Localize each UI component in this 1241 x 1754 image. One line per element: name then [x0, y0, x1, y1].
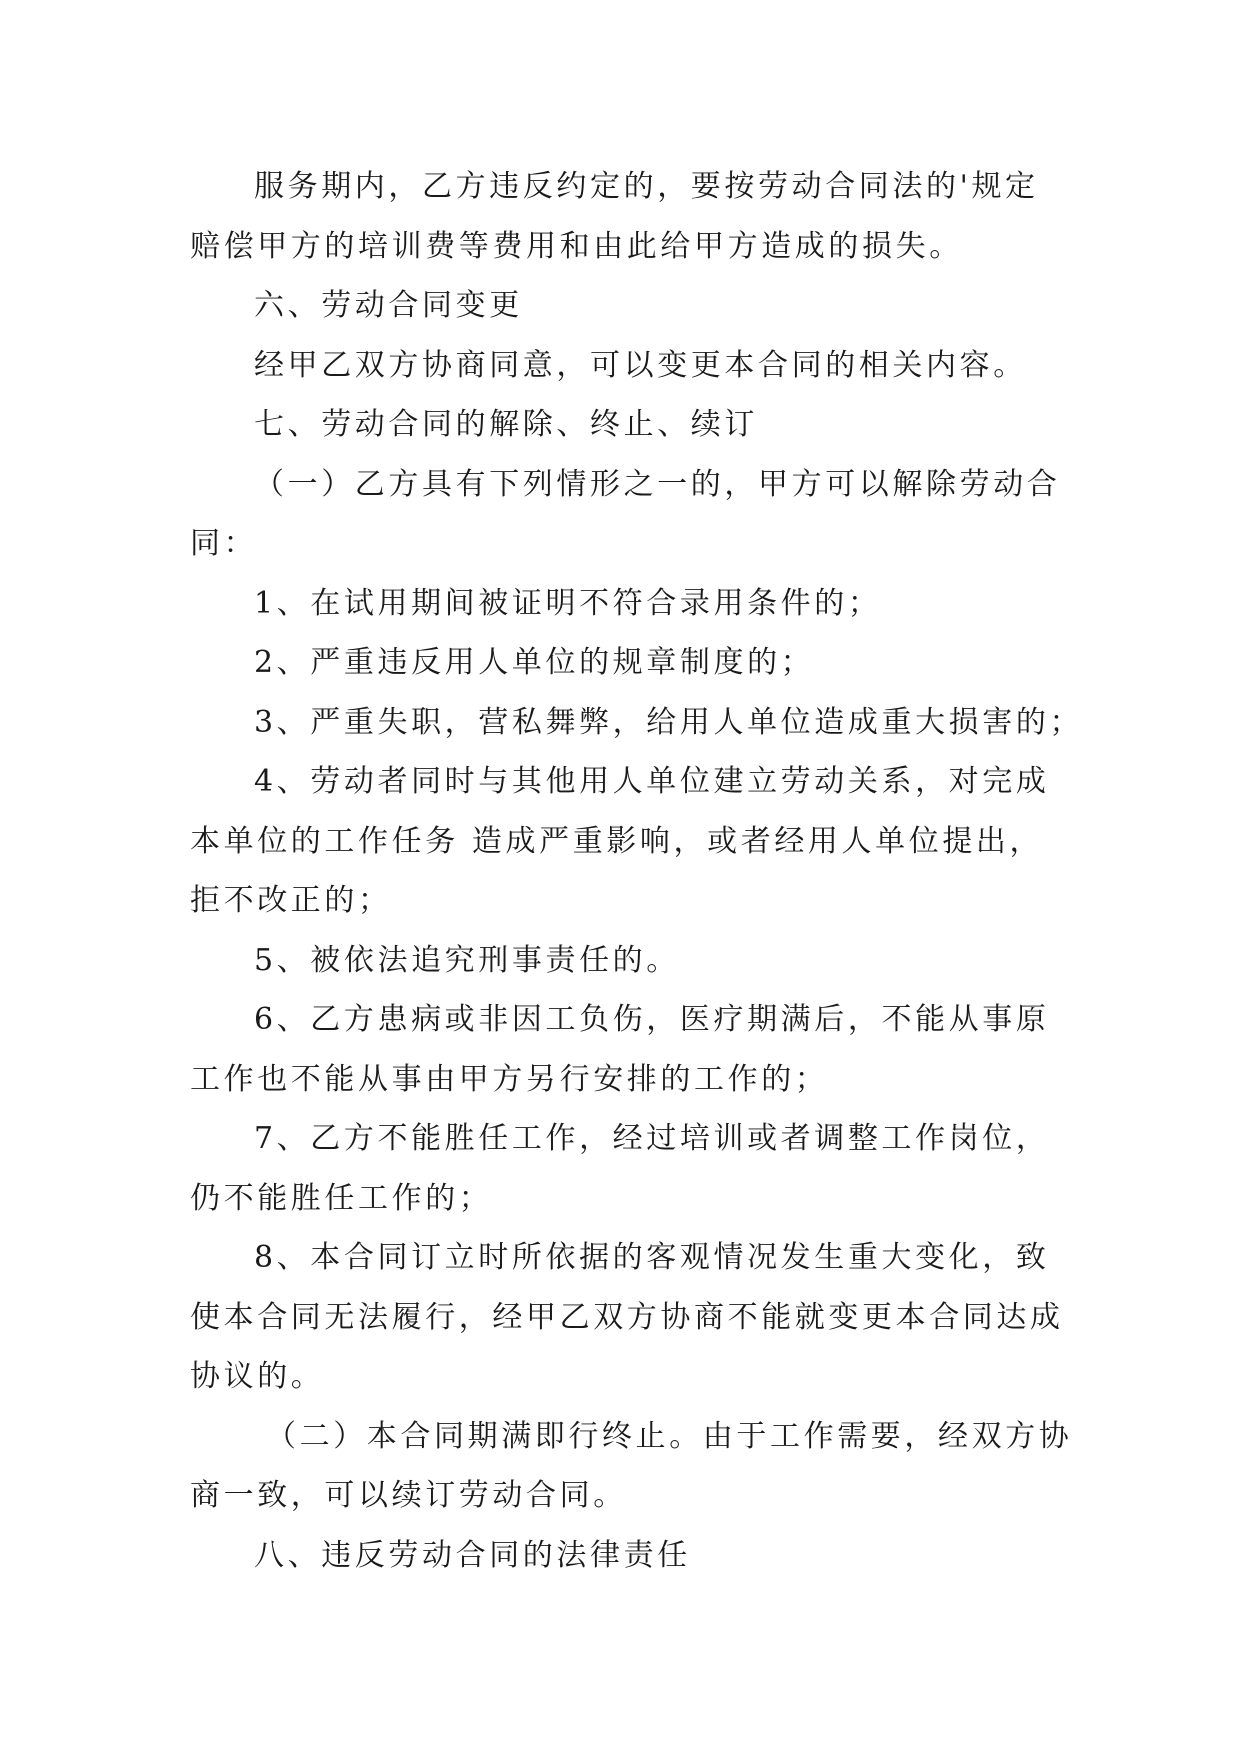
document-line: 同： [190, 526, 258, 561]
document-line: 4、劳动者同时与其他用人单位建立劳动关系，对完成 [254, 764, 1050, 799]
document-line: 协议的。 [190, 1359, 325, 1394]
document-line: 2、严重违反用人单位的规章制度的； [254, 645, 815, 680]
document-line: 服务期内，乙方违反约定的，要按劳动合同法的'规定 [254, 169, 1039, 204]
document-line: 拒不改正的； [190, 883, 392, 918]
document-line: 使本合同无法履行，经甲乙双方协商不能就变更本合同达成 [190, 1299, 1064, 1335]
document-line: 3、严重失职，营私舞弊，给用人单位造成重大损害的； [254, 704, 1084, 740]
document-line: 5、被依法追究刑事责任的。 [254, 942, 680, 978]
document-line: 8、本合同订立时所依据的客观情况发生重大变化，致 [254, 1240, 1050, 1275]
document-line: 六、劳动合同变更 [254, 288, 523, 323]
document-line: 1、在试用期间被证明不符合录用条件的； [254, 585, 882, 621]
document-line: 赔偿甲方的培训费等费用和由此给甲方造成的损失。 [190, 228, 963, 264]
document-line: 七、劳动合同的解除、终止、续订 [254, 407, 758, 442]
document-line: 商一致，可以续订劳动合同。 [190, 1478, 627, 1513]
document-line: 6、乙方患病或非因工负伤，医疗期满后，不能从事原 [254, 1002, 1050, 1037]
document-line: 八、违反劳动合同的法律责任 [254, 1537, 691, 1573]
document-line: 本单位的工作任务 造成严重影响，或者经用人单位提出， [190, 823, 1044, 859]
document-line: （二）本合同期满即行终止。由于工作需要，经双方协 [266, 1418, 1073, 1454]
document-body [190, 157, 1084, 1585]
document-line: （一）乙方具有下列情形之一的，甲方可以解除劳动合 [254, 466, 1061, 502]
document-line: 经甲乙双方协商同意，可以变更本合同的相关内容。 [254, 347, 1027, 383]
document-line: 仍不能胜任工作的； [190, 1180, 493, 1216]
document-line: 工作也不能从事由甲方另行安排的工作的； [190, 1061, 829, 1097]
document-line: 7、乙方不能胜任工作，经过培训或者调整工作岗位， [254, 1121, 1050, 1156]
